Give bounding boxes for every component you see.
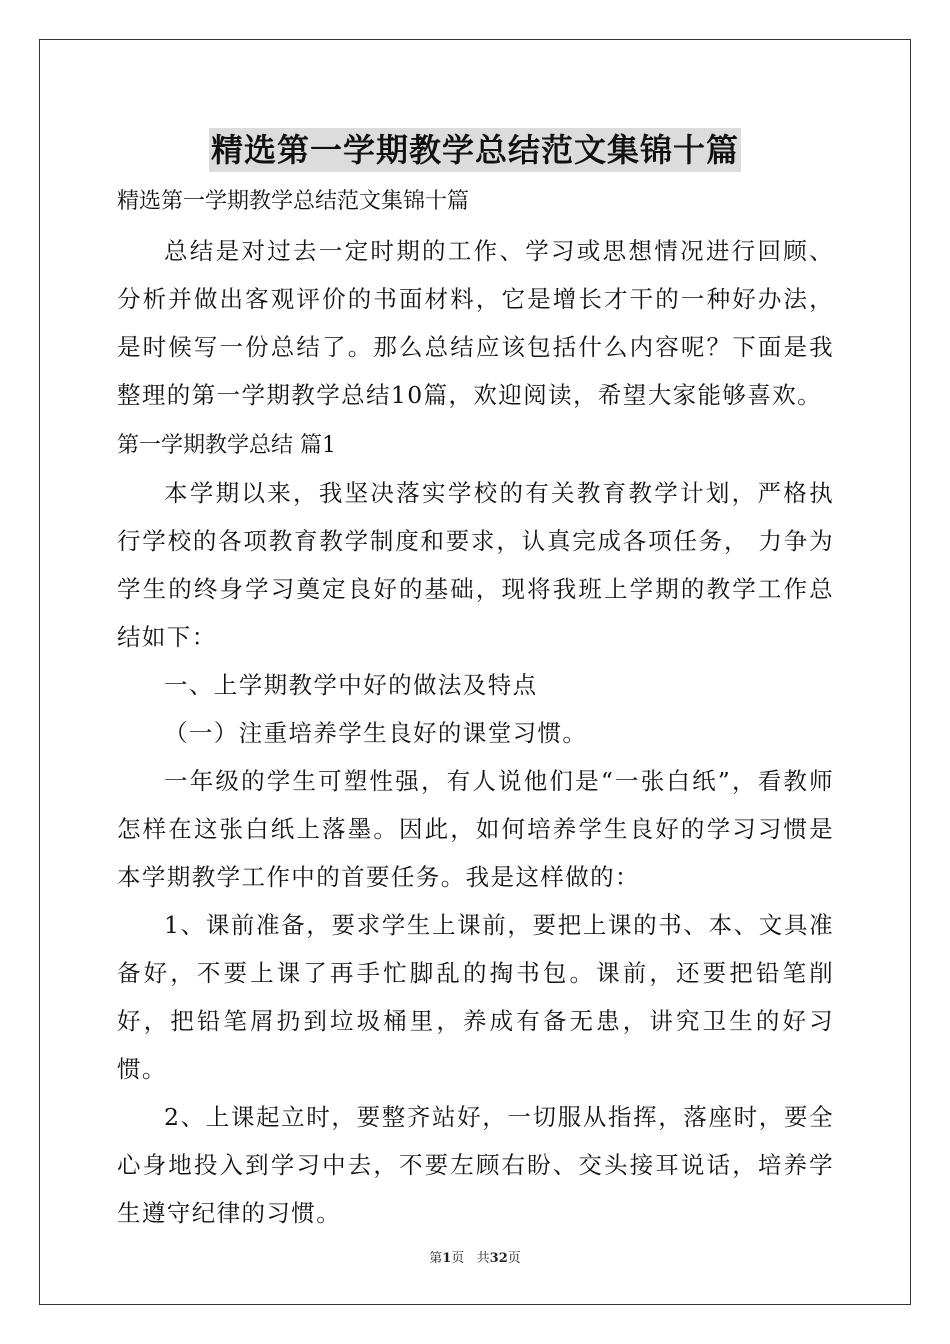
footer-page-current: 1	[442, 1251, 452, 1266]
footer-suffix: 页	[507, 1251, 521, 1266]
body-paragraph-2: 一年级的学生可塑性强，有人说他们是“一张白纸”，看教师怎样在这张白纸上落墨。因此，如何培养学生良好的学习习惯是本学期教学工作中的首要任务。我是这样做的：	[117, 767, 834, 891]
intro-paragraph: 总结是对过去一定时期的工作、学习或思想情况进行回顾、分析并做出客观评价的书面材料，它是增长才干的一种好办法，是时候写一份总结了。那么总结应该包括什么内容呢？下面是我整理的第一学期教学总结10篇，欢迎阅读，希望大家能够喜欢。	[117, 237, 834, 409]
body-heading-2: （一）注重培养学生良好的课堂习惯。	[164, 719, 588, 747]
document-title-wrap	[0, 128, 950, 172]
body-paragraph-4: 2、上课起立时，要整齐站好，一切服从指挥，落座时，要全心身地投入到学习中去，不要左顾右盼、交头接耳说话，培养学生遵守纪律的习惯。	[117, 1103, 834, 1227]
footer-mid: 页 共	[451, 1251, 490, 1266]
page-footer	[0, 1247, 950, 1266]
body-paragraph-3: 1、课前准备，要求学生上课前，要把上课的书、本、文具准备好，不要上课了再手忙脚乱的掏书包。课前，还要把铅笔削好，把铅笔屑扔到垃圾桶里，养成有备无患，讲究卫生的好习惯。	[117, 911, 834, 1083]
footer-page-total: 32	[489, 1251, 508, 1266]
document-subtitle: 精选第一学期教学总结范文集锦十篇	[117, 189, 470, 214]
body-paragraph-1: 本学期以来，我坚决落实学校的有关教育教学计划，严格执行学校的各项教育教学制度和要求，认真完成各项任务， 力争为学生的终身学习奠定良好的基础，现将我班上学期的教学工作总结如下：	[117, 479, 834, 651]
body-heading-1: 一、上学期教学中好的做法及特点	[164, 671, 538, 699]
footer-prefix: 第	[429, 1251, 443, 1266]
section-heading: 第一学期教学总结 篇1	[117, 433, 336, 458]
document-title: 精选第一学期教学总结范文集锦十篇	[209, 128, 741, 172]
document-body	[117, 183, 834, 1237]
